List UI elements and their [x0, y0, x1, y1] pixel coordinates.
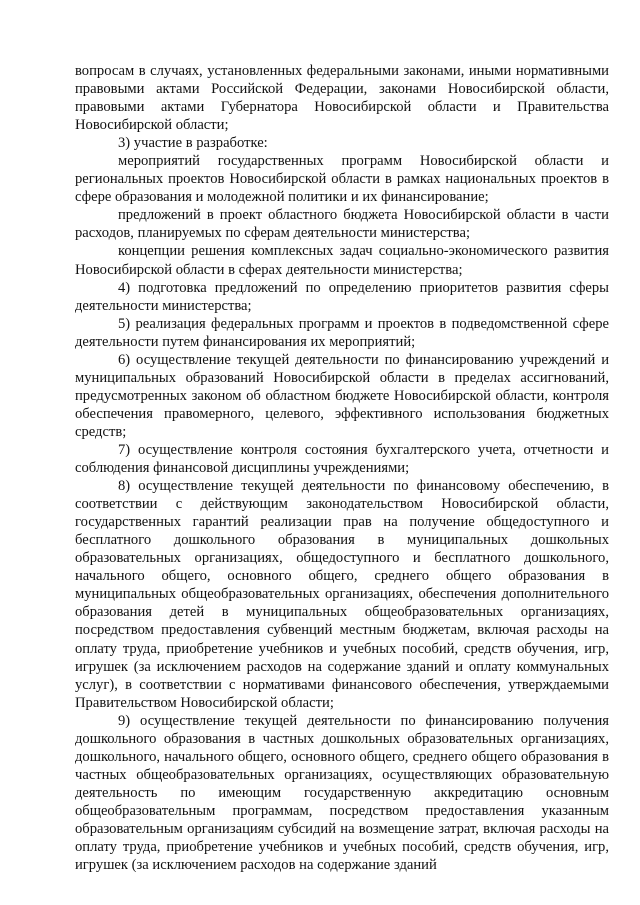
paragraph-item-8: 8) осуществление текущей деятельности по финансовому обеспечению, в соответствии с действующим законодательством Новосибирской области, государственных гарантий реализации прав на получение общедоступного и бесплатного дошкольного образования в муниципальных дошкольных образовательных организациях, общедоступного и бесплатного дошкольного, начального общего, основного общего, среднего общего образования в муниципальных общеобразовательных организациях, обеспечения дополнительного образования детей в муниципальных общеобразовательных организациях, посредством предоставления субвенций местным бюджетам, включая расходы на оплату труда, приобретение учебников и учебных пособий, средств обучения, игр, игрушек (за исключением расходов на содержание зданий и оплату коммунальных услуг), в соответствии с нормативами финансового обеспечения, утверждаемыми Правительством Новосибирской области;	[75, 478, 609, 711]
paragraph-item-3: 3) участие в разработке:	[118, 135, 268, 152]
document-page	[75, 62, 609, 874]
paragraph-item-9: 9) осуществление текущей деятельности по финансированию получения дошкольного образования в частных дошкольных образовательных организациях, дошкольного, начального общего, основного общего, среднего общего образования в частных общеобразовательных организациях, осуществляющих образовательную деятельность по имеющим государственную аккредитацию основным общеобразовательным программам, посредством предоставления указанным образовательным организациям субсидий на возмещение затрат, включая расходы на оплату труда, приобретение учебников и учебных пособий, средств обучения, игр, игрушек (за исключением расходов на содержание зданий	[75, 712, 609, 874]
paragraph-item-7: 7) осуществление контроля состояния бухгалтерского учета, отчетности и соблюдения финансовой дисциплины учреждениями;	[75, 441, 609, 477]
paragraph-item-5: 5) реализация федеральных программ и проектов в подведомственной сфере деятельности путем финансирования их мероприятий;	[75, 315, 609, 350]
paragraph-item-3-programs: мероприятий государственных программ Новосибирской области и региональных проектов Новосибирской области в рамках национальных проектов в сфере образования и молодежной политики и их финансирование;	[75, 153, 609, 206]
paragraph-item-6: 6) осуществление текущей деятельности по финансированию учреждений и муниципальных образований Новосибирской области в пределах ассигнований, предусмотренных законом об областном бюджете Новосибирской области, контроля обеспечения правомерного, целевого, эффективного использования бюджетных средств;	[75, 351, 609, 440]
paragraph-item-3-concept: концепции решения комплексных задач социально-экономического развития Новосибирской области в сферах деятельности министерства;	[75, 243, 609, 278]
paragraph-item-4: 4) подготовка предложений по определению приоритетов развития сферы деятельности министерства;	[75, 279, 609, 314]
paragraph-item-3-budget: предложений в проект областного бюджета Новосибирской области в части расходов, планируемых по сферам деятельности министерства;	[75, 207, 609, 242]
paragraph-continuation: вопросам в случаях, установленных федеральными законами, иными нормативными правовыми актами Российской Федерации, законами Новосибирской области, правовыми актами Губернатора Новосибирской области и Правительства Новосибирской области;	[75, 63, 609, 134]
